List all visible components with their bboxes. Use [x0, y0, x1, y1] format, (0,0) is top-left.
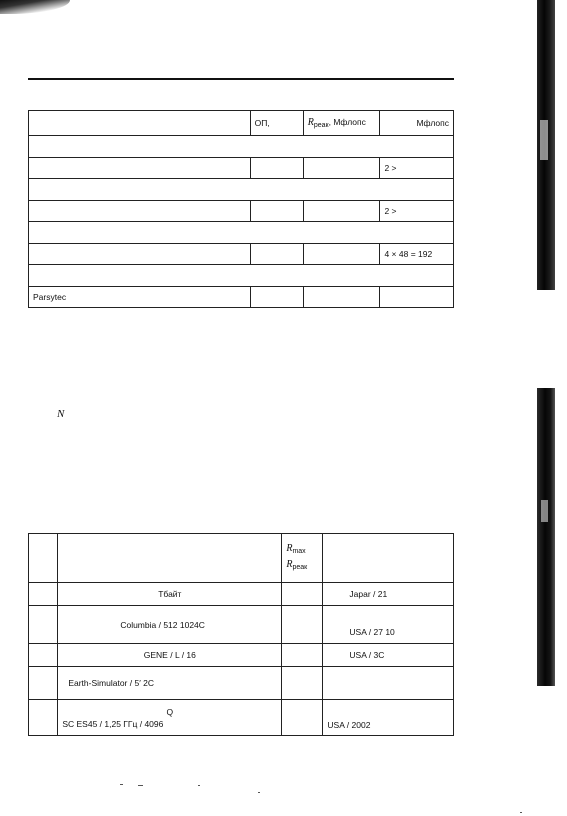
system-line-1: Q: [166, 706, 174, 717]
table-cell-country: [323, 667, 454, 700]
table-1-group-row: [29, 222, 454, 244]
table-cell: [282, 644, 323, 667]
rmax-subscript: max: [292, 548, 306, 555]
table-cell-country: USA / 2002: [323, 700, 454, 736]
table-cell-parsytec: Parsytec: [29, 287, 251, 308]
spine-highlight: [540, 120, 548, 160]
table-cell: [29, 583, 58, 606]
table-row: [29, 179, 454, 201]
table-2-header-cell: [58, 534, 282, 583]
rpeak-label: [286, 558, 318, 574]
table-row: [29, 667, 454, 700]
table-cell: [29, 667, 58, 700]
table-1-group-row: [29, 265, 454, 287]
table-cell: [282, 700, 323, 736]
table-cell-value: 4 × 48 = 192: [380, 244, 454, 265]
table-1-header-row: [29, 111, 454, 136]
table-1-group-row: [29, 179, 454, 201]
table-cell: [29, 244, 251, 265]
table-2-header-rmax: [282, 534, 323, 583]
table-1-header-cell: [29, 111, 251, 136]
table-row: [29, 136, 454, 158]
table-row: [29, 158, 454, 179]
page-corner-shadow: [0, 0, 70, 14]
table-2-header-cell: [323, 534, 454, 583]
header-rule: [28, 78, 454, 80]
spine-highlight: [541, 500, 548, 522]
table-cell: [29, 644, 58, 667]
table-row: [29, 583, 454, 606]
table-cell-country: USA / 27 10: [323, 606, 454, 644]
table-cell: [250, 158, 303, 179]
rpeak-subscript: реак: [292, 564, 308, 571]
table-cell: [29, 700, 58, 736]
table-cell-system: Тбайт: [58, 583, 282, 606]
rpeak-unit: , Мфлопс: [328, 117, 366, 127]
table-cell: [303, 158, 380, 179]
table-cell: [282, 667, 323, 700]
table-cell: [250, 244, 303, 265]
table-row: [29, 606, 454, 644]
rmax-label: [286, 542, 318, 558]
table-1-header-mflops: Мфлопс: [380, 111, 454, 136]
table-cell-value: 2 >: [380, 158, 454, 179]
table-cell: [303, 201, 380, 222]
table-cell-system: [58, 700, 282, 736]
table-row: [29, 222, 454, 244]
table-cell: [250, 287, 303, 308]
table-cell-system: GENE / L / 16: [58, 644, 282, 667]
table-2-header-row: [29, 534, 454, 583]
table-cell: [303, 287, 380, 308]
table-row: [29, 644, 454, 667]
table-1-group-row: [29, 136, 454, 158]
rpeak-symbol: R: [286, 559, 293, 570]
system-line-2: SC ES45 / 1,25 ГГц / 4096: [62, 718, 164, 729]
table-cell: [380, 287, 454, 308]
table-cell: [29, 606, 58, 644]
rmax-symbol: R: [286, 543, 293, 554]
table-row: [29, 265, 454, 287]
table-row: [29, 201, 454, 222]
table-cell: [282, 606, 323, 644]
table-cell-value: 2 >: [380, 201, 454, 222]
book-spine-middle: [537, 388, 555, 686]
table-cell-country: USA / 3C: [323, 644, 454, 667]
table-cell-system: Columbia / 512 1024C: [58, 606, 282, 644]
table-cell: [29, 201, 251, 222]
table-1-header-op: ОП,: [250, 111, 303, 136]
table-cell: [303, 244, 380, 265]
table-1: [28, 110, 454, 308]
rpeak-symbol: R: [307, 117, 314, 128]
table-row: [29, 244, 454, 265]
table-2-header-cell: [29, 534, 58, 583]
table-cell: [282, 583, 323, 606]
table-cell-country: Japar / 21: [323, 583, 454, 606]
table-1-header-rpeak: [303, 111, 380, 136]
table-cell: [29, 158, 251, 179]
table-row: [29, 287, 454, 308]
variable-n: N: [57, 408, 65, 420]
table-row: [29, 700, 454, 736]
table-2: [28, 533, 454, 736]
table-cell-system: Earth-Simulator / 5′ 2C: [58, 667, 282, 700]
table-cell: [250, 201, 303, 222]
rpeak-subscript: реак: [313, 122, 329, 129]
